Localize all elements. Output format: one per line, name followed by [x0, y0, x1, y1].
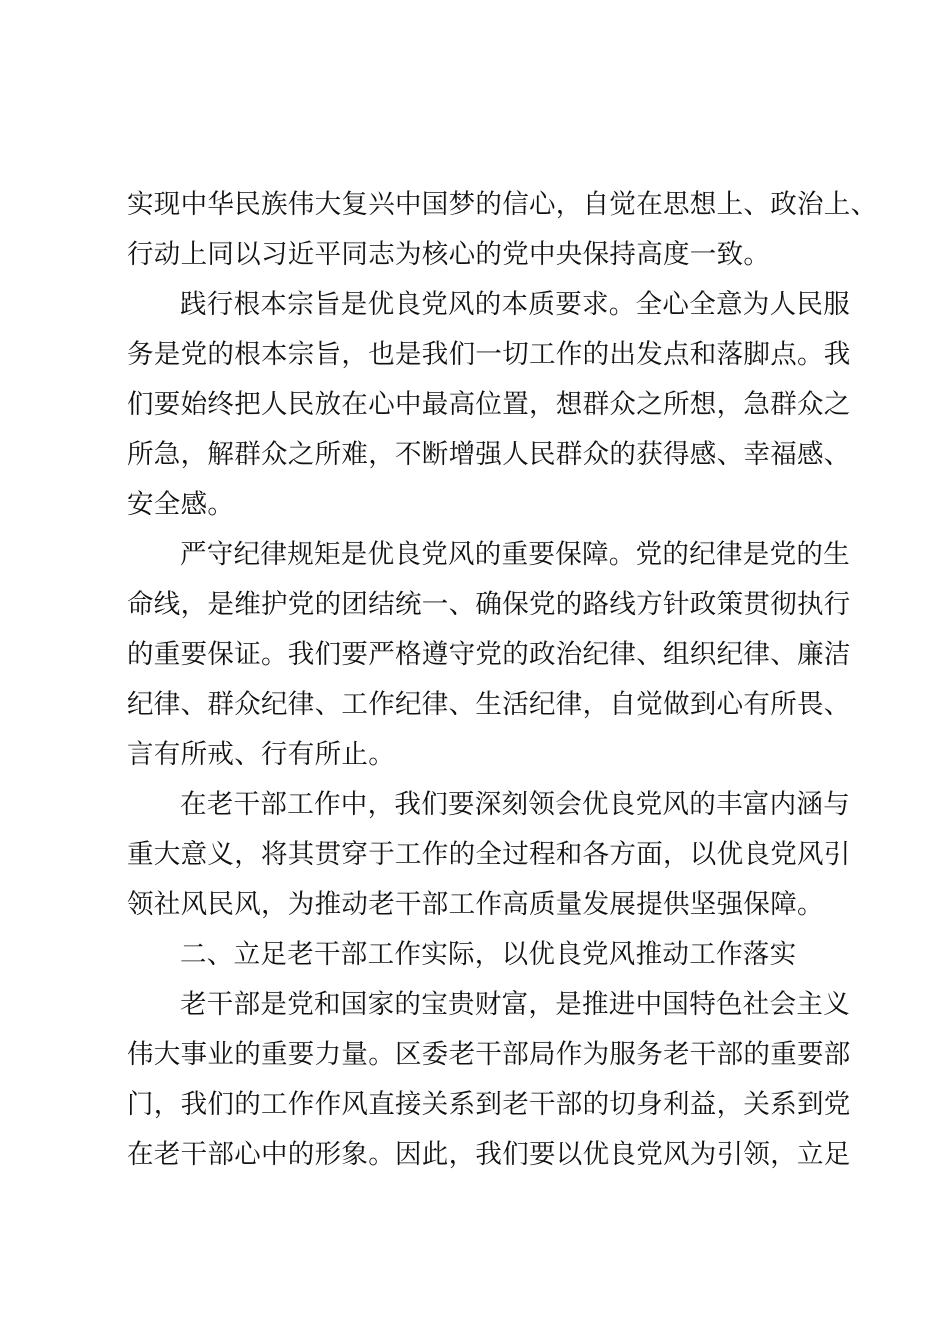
text-line: 所急，解群众之所难，不断增强人民群众的获得感、幸福感、 — [127, 439, 851, 470]
text-line: 纪律、群众纪律、工作纪律、生活纪律，自觉做到心有所畏、 — [127, 689, 851, 720]
text-line: 伟大事业的重要力量。区委老干部局作为服务老干部的重要部 — [127, 1039, 851, 1070]
text-line: 在老干部心中的形象。因此，我们要以优良党风为引领，立足 — [127, 1139, 851, 1170]
section-heading: 二、立足老干部工作实际，以优良党风推动工作落实 — [180, 939, 797, 970]
text-line: 们要始终把人民放在心中最高位置，想群众之所想，急群众之 — [127, 389, 851, 420]
text-line: 安全感。 — [127, 489, 235, 520]
text-line: 言有所戒、行有所止。 — [127, 739, 395, 770]
paragraph-start-line: 践行根本宗旨是优良党风的本质要求。全心全意为人民服 — [180, 289, 850, 320]
text-line: 的重要保证。我们要严格遵守党的政治纪律、组织纪律、廉洁 — [127, 639, 851, 670]
text-line: 实现中华民族伟大复兴中国梦的信心，自觉在思想上、政治上、 — [127, 189, 878, 220]
text-line: 行动上同以习近平同志为核心的党中央保持高度一致。 — [127, 239, 771, 270]
paragraph-start-line: 在老干部工作中，我们要深刻领会优良党风的丰富内涵与 — [180, 789, 850, 820]
paragraph-start-line: 严守纪律规矩是优良党风的重要保障。党的纪律是党的生 — [180, 539, 850, 570]
document-body — [127, 180, 878, 1180]
text-line: 命线，是维护党的团结统一、确保党的路线方针政策贯彻执行 — [127, 589, 851, 620]
text-line: 门，我们的工作作风直接关系到老干部的切身利益，关系到党 — [127, 1089, 851, 1120]
text-line: 领社风民风，为推动老干部工作高质量发展提供坚强保障。 — [127, 889, 824, 920]
paragraph-start-line: 老干部是党和国家的宝贵财富，是推进中国特色社会主义 — [180, 989, 850, 1020]
text-line: 务是党的根本宗旨，也是我们一切工作的出发点和落脚点。我 — [127, 339, 851, 370]
text-line: 重大意义，将其贯穿于工作的全过程和各方面，以优良党风引 — [127, 839, 851, 870]
